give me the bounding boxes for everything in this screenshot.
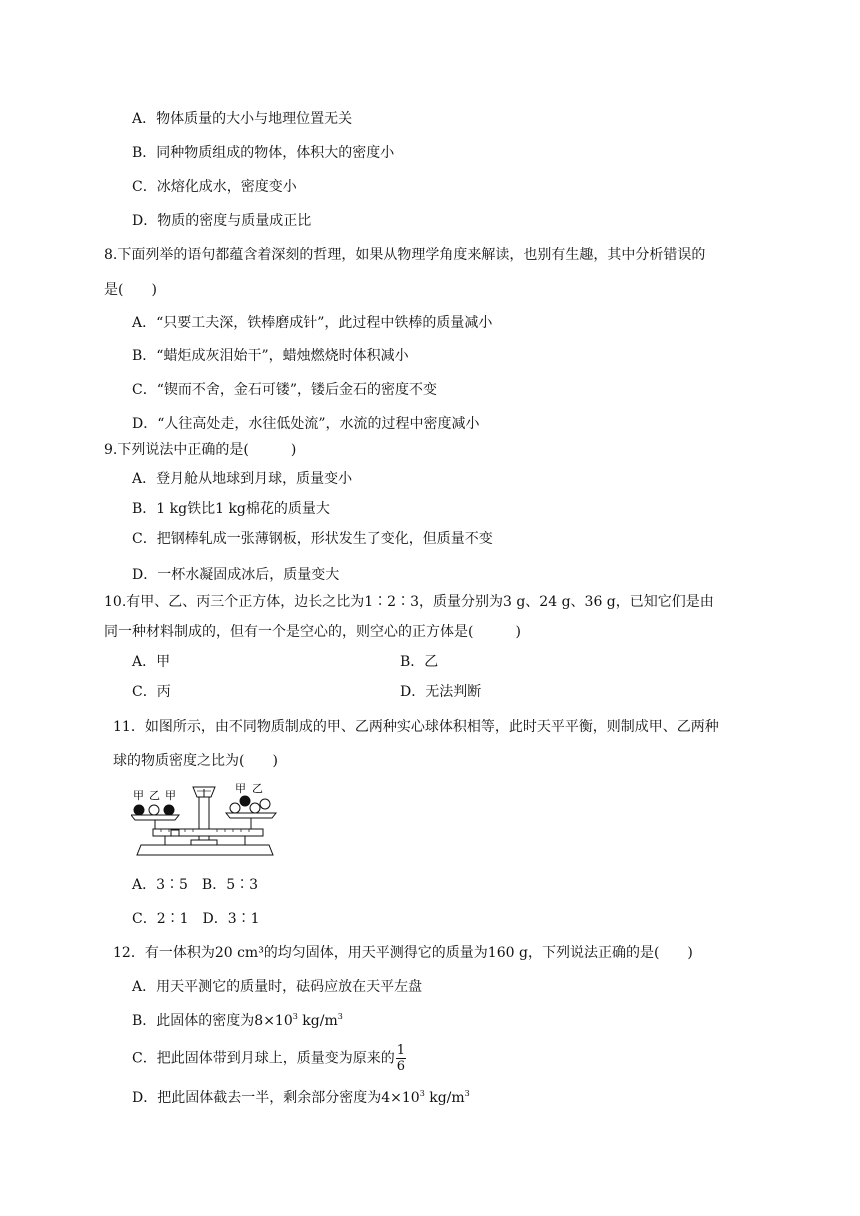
scale-beam — [153, 829, 263, 836]
q12-option-d-text: D．把此固体截去一半，剩余部分密度为4×10 — [132, 1090, 420, 1106]
q10-option-d: D．无法判断 — [400, 684, 482, 700]
scale-base — [137, 845, 273, 855]
right-ball-top — [240, 796, 250, 806]
q8-option-b: B．“蜡炬成灰泪始干”，蜡烛燃烧时体积减小 — [132, 348, 409, 364]
q10-option-a: A．甲 — [132, 654, 171, 670]
q12-option-d-unit: kg/m — [424, 1090, 465, 1106]
q9-option-a: A．登月舱从地球到月球，质量变小 — [132, 471, 353, 487]
q7-option-d: D．物质的密度与质量成正比 — [132, 213, 312, 229]
left-ball-jia-2 — [164, 805, 174, 815]
right-ball-1 — [230, 803, 240, 813]
rider — [171, 830, 179, 836]
fraction-one-sixth — [396, 1043, 406, 1074]
q12-option-c-text: C．把此固体带到月球上，质量变为原来的 — [132, 1050, 395, 1067]
q10-stem-line1: 10.有甲、乙、丙三个正方体，边长之比为1∶2∶3，质量分别为3 g、24 g、36 g，已知它们是由 — [104, 594, 714, 610]
q10-stem-line2: 同一种材料制成的，但有一个是空心的，则空心的正方体是( ) — [104, 624, 521, 640]
q11-stem-line2: 球的物质密度之比为( ) — [113, 753, 278, 769]
q7-option-c: C．冰熔化成水，密度变小 — [132, 179, 297, 195]
q12-option-c — [132, 1043, 406, 1074]
q12-stem: 12．有一体积为20 cm³的均匀固体，用天平测得它的质量为160 g，下列说法正确的是( ) — [113, 945, 693, 961]
q12-option-b-unit: kg/m — [297, 1013, 338, 1029]
q12-option-d — [132, 1088, 470, 1108]
q11-options-ab: A．3∶5 B．5∶3 — [132, 877, 259, 893]
q8-option-a: A．“只要工夫深，铁棒磨成针”，此过程中铁棒的质量减小 — [132, 315, 493, 331]
left-pan — [131, 815, 179, 820]
q9-option-b: B．1 kg铁比1 kg棉花的质量大 — [132, 501, 330, 517]
q8-option-d: D．“人往高处走，水往低处流”，水流的过程中密度减小 — [132, 416, 480, 432]
q12-option-a: A．用天平测它的质量时，砝码应放在天平左盘 — [132, 979, 423, 995]
q7-option-a: A．物体质量的大小与地理位置无关 — [132, 111, 353, 127]
right-ball-label-1: 甲 — [235, 783, 246, 795]
right-ball-2 — [250, 803, 260, 813]
q12-option-d-exponent: 3 — [419, 1089, 425, 1098]
q8-stem-line2: 是( ) — [104, 282, 157, 298]
q12-option-b-exponent: 3 — [292, 1012, 298, 1021]
q11-options-cd: C．2∶1 D．3∶1 — [132, 911, 260, 927]
q12-option-b-unit-exponent: 3 — [337, 1012, 343, 1021]
left-ball-label-3: 甲 — [165, 789, 176, 802]
right-pan — [226, 813, 276, 818]
fraction-numerator: 1 — [396, 1043, 405, 1058]
q11-stem-line1: 11．如图所示，由不同物质制成的甲、乙两种实心球体积相等，此时天平平衡，则制成甲、乙两种 — [113, 719, 719, 735]
left-ball-label-2: 乙 — [149, 789, 160, 802]
q8-stem-line1: 8.下面列举的语句都蕴含着深刻的哲理，如果从物理学角度来解读，也别有生趣，其中分析错误的 — [104, 247, 706, 263]
left-ball-label-1: 甲 — [133, 789, 144, 802]
q12-option-b-text: B．此固体的密度为8×10 — [132, 1013, 293, 1029]
right-ball-label-2: 乙 — [252, 783, 263, 795]
q12-option-d-unit-exponent: 3 — [464, 1089, 470, 1098]
left-ball-jia-1 — [134, 805, 144, 815]
fraction-denominator: 6 — [396, 1059, 405, 1074]
left-ball-yi — [149, 805, 159, 815]
q7-option-b: B．同种物质组成的物体，体积大的密度小 — [132, 145, 395, 161]
q8-option-c: C．“锲而不舍，金石可镂”，镂后金石的密度不变 — [132, 382, 438, 398]
right-ball-3 — [260, 799, 270, 809]
q9-option-d: D．一杯水凝固成冰后，质量变大 — [132, 567, 340, 583]
q10-option-b: B．乙 — [400, 654, 439, 670]
q12-option-b — [132, 1011, 343, 1031]
q9-option-c: C．把钢棒轧成一张薄钢板，形状发生了变化，但质量不变 — [132, 531, 493, 547]
q9-stem: 9.下列说法中正确的是( ) — [104, 442, 297, 458]
balance-scale-figure — [131, 783, 281, 863]
q10-option-c: C．丙 — [132, 684, 171, 700]
